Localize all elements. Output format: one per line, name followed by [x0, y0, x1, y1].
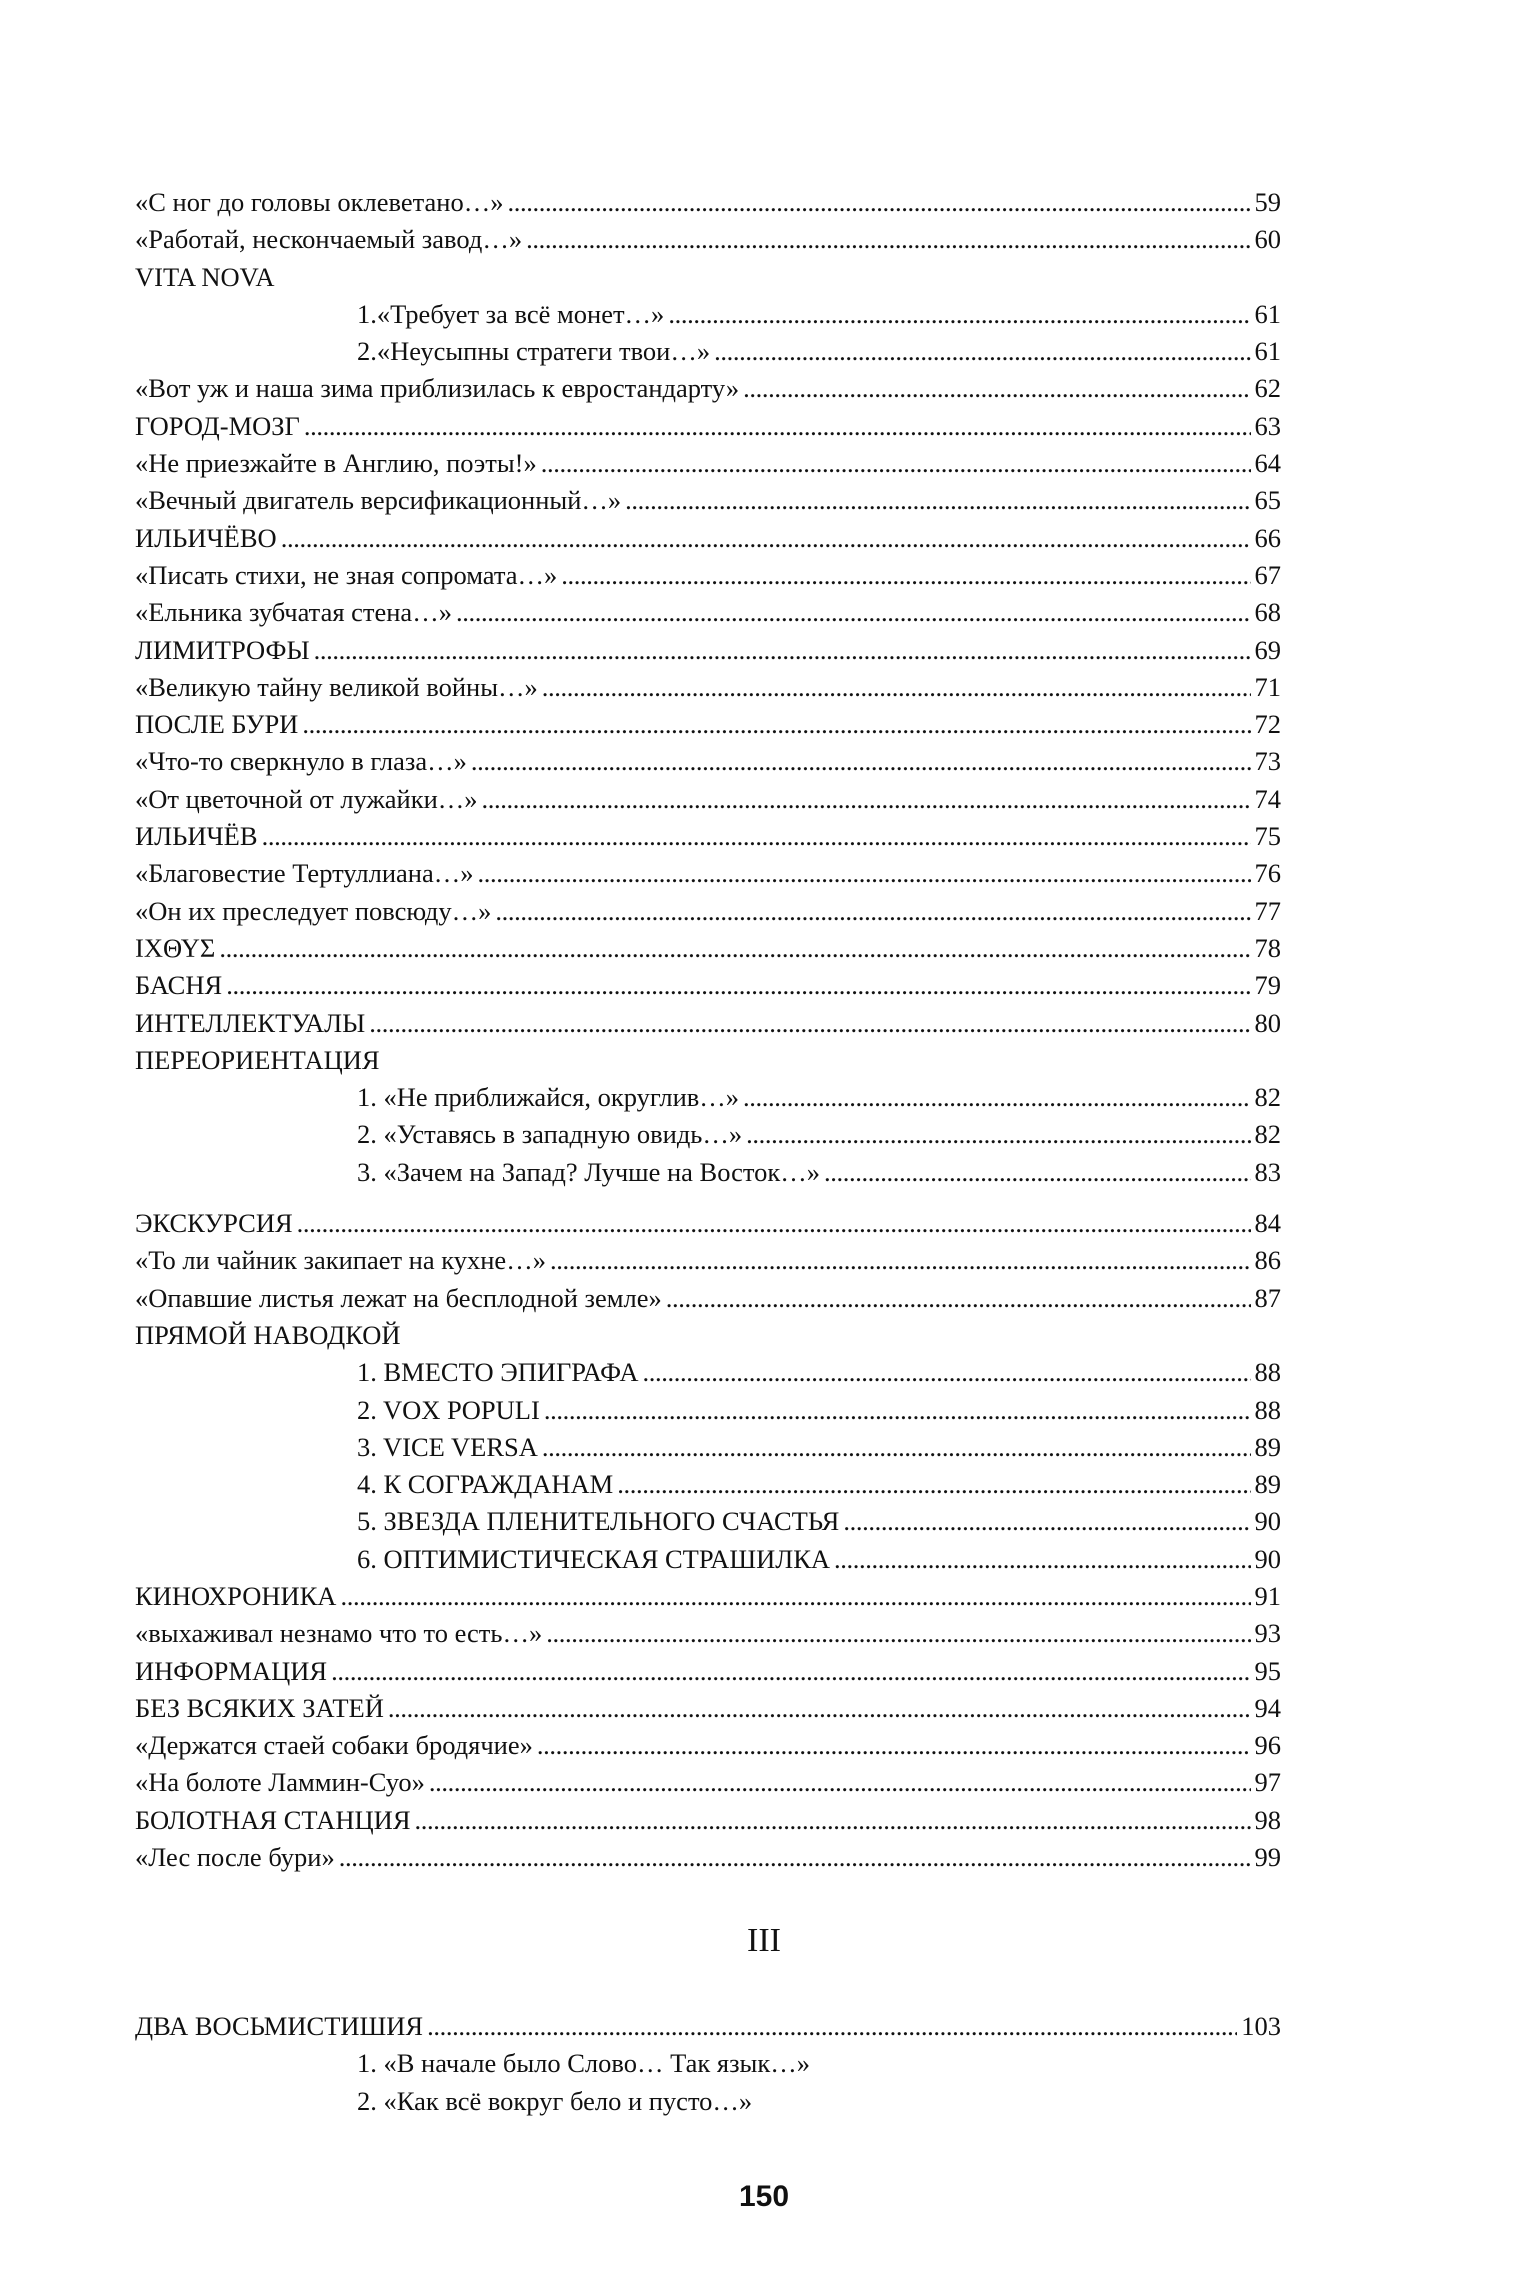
toc-entry-title: «Держатся стаей собаки бродячие» [135, 1730, 533, 1761]
dot-leader [617, 1466, 1250, 1503]
dot-leader [526, 221, 1250, 258]
toc-entry-page: 97 [1254, 1767, 1281, 1798]
toc-subentry [135, 1392, 1281, 1429]
toc-entry [135, 967, 1281, 1004]
toc-entry-page: 71 [1254, 671, 1281, 702]
toc-entry-title: «То ли чайник закипает на кухне…» [135, 1245, 546, 1276]
dot-leader [339, 1839, 1251, 1876]
dot-leader [843, 1503, 1250, 1540]
toc-entry [135, 520, 1281, 557]
toc-entry-title: «Писать стихи, не зная сопромата…» [135, 559, 558, 590]
dot-leader [427, 2008, 1237, 2045]
toc-entry-page: 98 [1254, 1804, 1281, 1835]
toc-entry-title: ИЛЬИЧЁВ [135, 821, 258, 852]
toc-entry [135, 370, 1281, 407]
toc-entry-title: ЛИМИТРОФЫ [135, 634, 310, 665]
toc-entry-title: «Работай, нескончаемый завод…» [135, 224, 523, 255]
toc-entry-title: «Ельника зубчатая стена…» [135, 597, 452, 628]
toc-entry-page: 96 [1254, 1730, 1281, 1761]
toc-entry-title: ИЛЬИЧЁВО [135, 522, 277, 553]
toc-entry-title: ИНТЕЛЛЕКТУАЛЫ [135, 1007, 366, 1038]
toc-entry-page: 79 [1254, 970, 1281, 1001]
dot-leader [471, 743, 1251, 780]
toc-entry-title: 3. «Зачем на Запад? Лучше на Восток…» [357, 1156, 820, 1187]
dot-leader [388, 1690, 1251, 1727]
dot-leader [542, 1429, 1251, 1466]
toc-entry-page: 83 [1254, 1156, 1281, 1187]
dot-leader [219, 930, 1250, 967]
toc-entry-page: 77 [1254, 895, 1281, 926]
dot-leader [369, 1005, 1250, 1042]
toc-entry-title: ПЕРЕОРИЕНТАЦИЯ [135, 1044, 380, 1075]
toc-entry-page: 87 [1254, 1282, 1281, 1313]
toc-entry [135, 1615, 1281, 1652]
toc-entry [135, 669, 1281, 706]
dot-leader [226, 967, 1250, 1004]
toc-entry-page: 75 [1254, 821, 1281, 852]
dot-leader [304, 408, 1251, 445]
toc-entry [135, 706, 1281, 743]
toc-subentry [135, 1503, 1281, 1540]
toc-entry-page: 73 [1254, 746, 1281, 777]
toc-entry-page: 94 [1254, 1692, 1281, 1723]
toc-subentry [135, 333, 1281, 370]
dot-leader [542, 669, 1251, 706]
toc-entry-title: «Что-то сверкнуло в глаза…» [135, 746, 467, 777]
toc-entry-title: БАСНЯ [135, 970, 223, 1001]
toc-entry-page: 84 [1254, 1208, 1281, 1239]
toc-entry [135, 1653, 1281, 1690]
dot-leader [340, 1578, 1250, 1615]
toc-entry-page: 65 [1254, 485, 1281, 516]
toc-entry-page: 62 [1254, 373, 1281, 404]
dot-leader [262, 818, 1251, 855]
toc-entry-page: 82 [1254, 1119, 1281, 1150]
toc-entry-title: 2. «Как всё вокруг бело и пусто…» [357, 2085, 753, 2116]
toc-subentry [135, 1429, 1281, 1466]
toc-entry-title: «Благовестие Тертуллиана…» [135, 858, 474, 889]
toc-subentry [135, 1079, 1281, 1116]
toc-entry-page: 64 [1254, 448, 1281, 479]
toc-entry-title: 3. VICE VERSA [357, 1431, 538, 1462]
toc-subentry [135, 1466, 1281, 1503]
toc-entry-title: ДВА ВОСЬМИСТИШИЯ [135, 2011, 424, 2041]
toc-entry-page: 78 [1254, 932, 1281, 963]
toc-entry [135, 482, 1281, 519]
toc-entry [135, 1764, 1281, 1801]
dot-leader [314, 632, 1251, 669]
toc-entry-title: 1. «Не приближайся, округлив…» [357, 1082, 740, 1113]
toc-entry [135, 445, 1281, 482]
toc-entry-page: 59 [1254, 187, 1281, 217]
toc-entry-title: 1. «В начале было Слово… Так язык…» [357, 2048, 810, 2079]
toc-entry [135, 632, 1281, 669]
dot-leader [743, 370, 1250, 407]
toc-entry-title: «Лес после бури» [135, 1842, 335, 1873]
toc-subentry [135, 2083, 1281, 2120]
toc-entry-page: 66 [1254, 522, 1281, 553]
toc-entry-page: 89 [1254, 1469, 1281, 1500]
toc-entry [135, 1839, 1281, 1876]
dot-leader [834, 1541, 1250, 1578]
toc-entry-title: «Вот уж и наша зима приблизилась к евростандарту» [135, 373, 740, 404]
toc-entry [135, 557, 1281, 594]
dot-leader [507, 184, 1250, 221]
toc-entry-page: 103 [1241, 2011, 1281, 2041]
toc-entry-title: 1.«Требует за всё монет…» [357, 298, 665, 329]
toc-entry-title: «С ног до головы оклеветано…» [135, 187, 504, 217]
toc-entry [135, 1690, 1281, 1727]
toc-entry-page: 68 [1254, 597, 1281, 628]
toc-entry [135, 893, 1281, 930]
toc-entry-page: 91 [1254, 1580, 1281, 1611]
dot-leader [668, 296, 1250, 333]
toc-entry [135, 818, 1281, 855]
toc-entry [135, 184, 1281, 221]
toc-subentry [135, 2045, 1281, 2082]
dot-leader [281, 520, 1251, 557]
dot-leader [482, 781, 1251, 818]
toc-entry-page: 90 [1254, 1506, 1281, 1537]
toc-subentry [135, 1541, 1281, 1578]
toc-entry-title: 2.«Неусыпны стратеги твои…» [357, 336, 711, 367]
dot-leader [625, 482, 1250, 519]
toc-entry-title: «Опавшие листья лежат на бесплодной земле» [135, 1282, 662, 1313]
toc-subentry [135, 296, 1281, 333]
toc-entry-page: 88 [1254, 1394, 1281, 1425]
toc-entry-page: 88 [1254, 1357, 1281, 1388]
toc-entry-page: 61 [1254, 298, 1281, 329]
toc-entry [135, 1242, 1281, 1279]
toc-entry-page: 72 [1254, 709, 1281, 740]
toc-entry-title: КИНОХРОНИКА [135, 1580, 337, 1611]
toc-entry [135, 1280, 1281, 1317]
toc-entry [135, 781, 1281, 818]
toc-entry [135, 1578, 1281, 1615]
toc-entry-page: 99 [1254, 1842, 1281, 1873]
toc-entry-page: 93 [1254, 1618, 1281, 1649]
section-heading: III [747, 1922, 781, 1959]
toc-entry-page: 82 [1254, 1082, 1281, 1113]
table-of-contents [135, 184, 1281, 1876]
toc-entry-page: 80 [1254, 1007, 1281, 1038]
toc-entry [135, 408, 1281, 445]
toc-entry-page: 95 [1254, 1655, 1281, 1686]
toc-entry-page: 74 [1254, 783, 1281, 814]
toc-subentry [135, 1354, 1281, 1391]
dot-leader [824, 1154, 1251, 1191]
dot-leader [544, 1392, 1251, 1429]
dot-leader [743, 1079, 1250, 1116]
toc-entry-page: 69 [1254, 634, 1281, 665]
toc-entry-title: 1. ВМЕСТО ЭПИГРАФА [357, 1357, 639, 1388]
toc-entry-title: ПРЯМОЙ НАВОДКОЙ [135, 1319, 401, 1350]
toc-entry [135, 2008, 1281, 2045]
page-number: 150 [738, 2180, 790, 2213]
dot-leader [666, 1280, 1251, 1317]
toc-entry-title: «Вечный двигатель версификационный…» [135, 485, 622, 516]
toc-entry-title: 2. «Уставясь в западную овидь…» [357, 1119, 743, 1150]
toc-entry [135, 1042, 1281, 1079]
toc-entry [135, 1802, 1281, 1839]
dot-leader [302, 706, 1250, 743]
toc-entry-page: 86 [1254, 1245, 1281, 1276]
dot-leader [415, 1802, 1251, 1839]
toc-entry [135, 743, 1281, 780]
toc-entry-page: 76 [1254, 858, 1281, 889]
toc-entry-title: ИНФОРМАЦИЯ [135, 1655, 328, 1686]
toc-entry-title: 4. К СОГРАЖДАНАМ [357, 1469, 614, 1500]
toc-entry-page: 61 [1254, 336, 1281, 367]
toc-entry-title: VITA NOVA [135, 261, 275, 292]
toc-entry-title: «Не приезжайте в Англию, поэты!» [135, 448, 537, 479]
toc-entry-title: БЕЗ ВСЯКИХ ЗАТЕЙ [135, 1692, 384, 1723]
toc-entry-title: «выхаживал незнамо что то есть…» [135, 1618, 543, 1649]
dot-leader [714, 333, 1250, 370]
toc-entry [135, 1727, 1281, 1764]
toc-entry [135, 594, 1281, 631]
toc-entry-page: 60 [1254, 224, 1281, 255]
toc-entry-title: «Великую тайну великой войны…» [135, 671, 538, 702]
toc-entry-title: ПОСЛЕ БУРИ [135, 709, 299, 740]
dot-leader [297, 1205, 1251, 1242]
toc-entry [135, 1317, 1281, 1354]
toc-entry [135, 855, 1281, 892]
dot-leader [746, 1116, 1250, 1153]
toc-entry [135, 221, 1281, 258]
dot-leader [331, 1653, 1250, 1690]
dot-leader [561, 557, 1250, 594]
toc-entry-title: 5. ЗВЕЗДА ПЛЕНИТЕЛЬНОГО СЧАСТЬЯ [357, 1506, 840, 1537]
toc-entry-title: БОЛОТНАЯ СТАНЦИЯ [135, 1804, 411, 1835]
toc-entry-title: ЭКСКУРСИЯ [135, 1208, 293, 1239]
toc-entry [135, 930, 1281, 967]
dot-leader [550, 1242, 1251, 1279]
dot-leader [429, 1764, 1251, 1801]
toc-entry [135, 1005, 1281, 1042]
toc-entry-title: «От цветочной от лужайки…» [135, 783, 478, 814]
toc-entry-page: 63 [1254, 410, 1281, 441]
dot-leader [541, 445, 1251, 482]
toc-subentry [135, 1154, 1281, 1191]
toc-entry-title: «Он их преследует повсюду…» [135, 895, 492, 926]
dot-leader [456, 594, 1251, 631]
toc-entry-title: 6. ОПТИМИСТИЧЕСКАЯ СТРАШИЛКА [357, 1543, 831, 1574]
dot-leader [495, 893, 1250, 930]
toc-entry-page: 90 [1254, 1543, 1281, 1574]
toc-entry-page: 89 [1254, 1431, 1281, 1462]
toc-entry-page: 67 [1254, 559, 1281, 590]
toc-entry [135, 1205, 1281, 1242]
toc-entry-title: 2. VOX POPULI [357, 1394, 540, 1425]
dot-leader [478, 855, 1251, 892]
dot-leader [546, 1615, 1250, 1652]
toc-entry-title: ΙΧΘΥΣ [135, 932, 216, 963]
dot-leader [537, 1727, 1251, 1764]
toc-entry [135, 259, 1281, 296]
toc-entry-title: ГОРОД-МОЗГ [135, 410, 300, 441]
toc-entry-title: «На болоте Ламмин-Суо» [135, 1767, 425, 1798]
table-of-contents-continued [135, 2008, 1281, 2120]
dot-leader [643, 1354, 1251, 1391]
spacer [135, 1191, 1281, 1205]
toc-subentry [135, 1116, 1281, 1153]
